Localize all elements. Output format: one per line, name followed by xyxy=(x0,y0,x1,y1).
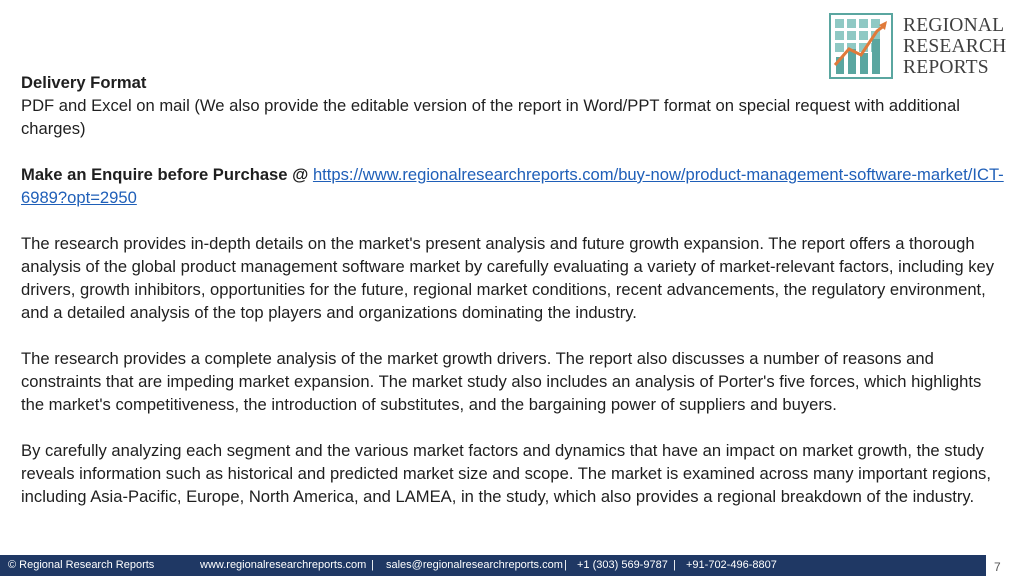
spacer xyxy=(21,140,1006,163)
footer-separator: | xyxy=(673,559,676,571)
paragraph-drivers: The research provides a complete analysis of the market growth drivers. The report also discusses a number of reasons and constraints that are impeding market expansion. The market study also includes an analysis of Porter's five forces, which highlights the market's competitiveness, the introduction of substitutes, and the bargaining power of suppliers and buyers. xyxy=(21,349,982,414)
footer-email[interactable]: sales@regionalresearchreports.com xyxy=(386,559,563,571)
brand-line-3: REPORTS xyxy=(903,57,989,78)
bar-chart-trend-icon xyxy=(829,13,893,79)
footer-phone-in: +91-702-496-8807 xyxy=(686,559,777,571)
brand-line-1: REGIONAL xyxy=(903,15,1005,36)
brand-line-2: RESEARCH xyxy=(903,36,1007,57)
spacer xyxy=(21,416,1006,439)
document-body xyxy=(21,71,1006,508)
paragraph-segments: By carefully analyzing each segment and the various market factors and dynamics that have an impact on market growth, the study reveals information such as historical and predicted market size and scope. The market is examined across many important regions, including Asia-Pacific, Europe, North America, and LAMEA, in the study, which also provides a regional breakdown of the industry. xyxy=(21,441,991,506)
enquire-link[interactable]: https://www.regionalresearchreports.com/buy-now/product-management-software-market/ICT-6989?opt=2950 xyxy=(21,165,1004,207)
brand-wordmark xyxy=(903,15,1006,78)
spacer xyxy=(21,209,1006,232)
footer-copyright: © Regional Research Reports xyxy=(8,559,155,571)
delivery-heading: Delivery Format xyxy=(21,73,147,92)
footer-separator: | xyxy=(371,559,374,571)
delivery-text: PDF and Excel on mail (We also provide the editable version of the report in Word/PPT format on special request with additional charges) xyxy=(21,96,960,138)
page-number: 7 xyxy=(994,560,1001,574)
footer-website[interactable]: www.regionalresearchreports.com xyxy=(200,559,367,571)
footer-separator: | xyxy=(564,559,567,571)
enquire-label: Make an Enquire before Purchase @ xyxy=(21,165,309,184)
footer-bar xyxy=(0,555,986,576)
paragraph-overview: The research provides in-depth details on the market's present analysis and future growth expansion. The report offers a thorough analysis of the global product management software market by carefully evaluating a variety of market-relevant factors, including key drivers, growth inhibitors, opportunities for the future, regional market conditions, recent advancements, the regulatory environment, and a detailed analysis of the top players and organizations dominating the industry. xyxy=(21,234,995,322)
enquire-line xyxy=(21,163,1006,209)
footer-phone-us: +1 (303) 569-9787 xyxy=(577,559,668,571)
spacer xyxy=(21,324,1006,347)
